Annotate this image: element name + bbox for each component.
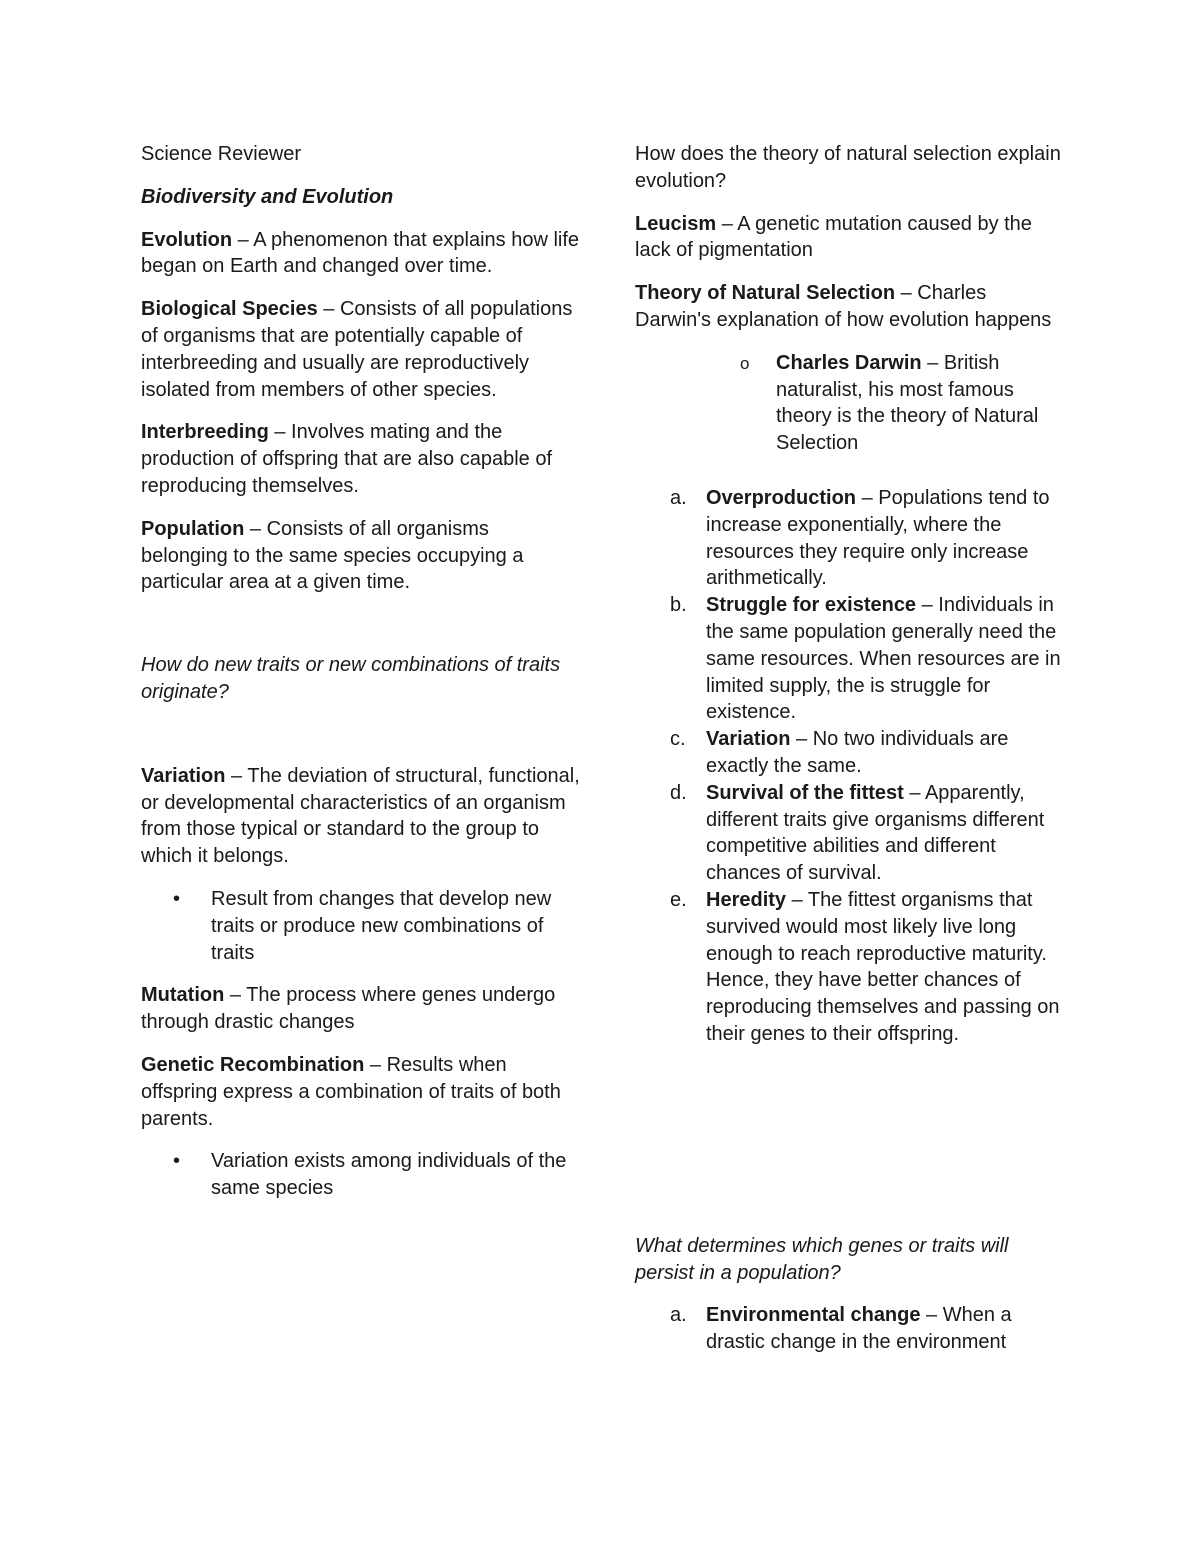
definition-text: – Apparently, different traits give organisms different competitive abilities and different chances of survival.: [706, 781, 1045, 885]
definition-text: – Results when offspring express a combination of traits of both parents.: [141, 1053, 561, 1130]
term: Theory of Natural Selection: [635, 282, 896, 305]
definition-leucism: [635, 211, 1065, 265]
definition-text: – The deviation of structural, functional, or developmental characteristics of an organism from those typical or standard to the group to which it belongs.: [141, 764, 580, 868]
list-item: [635, 780, 1065, 887]
term: Genetic Recombination: [141, 1053, 365, 1076]
question-natural-selection: How does the theory of natural selection explain evolution?: [635, 143, 1061, 192]
term: Biological Species: [141, 298, 318, 321]
list-item-text: Variation exists among individuals of the same species: [211, 1150, 567, 1200]
term: Struggle for existence: [706, 594, 917, 617]
list-item: [635, 350, 1065, 457]
list-letter: e.: [670, 888, 687, 911]
list-letter: d.: [670, 781, 687, 804]
list-item: [635, 592, 1065, 726]
term: Heredity: [706, 888, 787, 911]
question-traits: How do new traits or new combinations of traits originate?: [141, 654, 561, 703]
term: Evolution: [141, 228, 233, 251]
section-heading: Biodiversity and Evolution: [141, 185, 394, 208]
term: Mutation: [141, 984, 225, 1007]
term: Leucism: [635, 212, 717, 235]
definition-evolution: [141, 227, 581, 281]
bullet-icon: •: [173, 1150, 181, 1173]
definition-text: – Involves mating and the production of offspring that are also capable of reproducing themselves.: [141, 421, 553, 497]
right-column: [635, 141, 1065, 1356]
term: Survival of the fittest: [706, 781, 904, 804]
list-item: [635, 485, 1065, 592]
bullet-list: [141, 886, 581, 966]
definition-text: – Populations tend to increase exponentially, where the resources they require only increase arithmetically.: [706, 486, 1050, 590]
definition-text: – A phenomenon that explains how life began on Earth and changed over time.: [141, 228, 580, 278]
persistence-list: [635, 1302, 1065, 1356]
left-column: [141, 141, 581, 1202]
list-letter: c.: [670, 728, 686, 751]
natural-selection-list: [635, 485, 1065, 1048]
definition-text: – The process where genes undergo through drastic changes: [141, 984, 556, 1034]
definition-text: – Consists of all organisms belonging to the same species occupying a particular area at a given time.: [141, 517, 524, 594]
term: Variation: [706, 728, 791, 751]
definition-text: – No two individuals are exactly the same.: [706, 728, 1009, 777]
bullet-icon: •: [173, 887, 181, 910]
circle-bullet-icon: o: [740, 353, 750, 373]
list-letter: a.: [670, 1304, 687, 1327]
term: Overproduction: [706, 486, 857, 509]
list-item-text: Result from changes that develop new traits or produce new combinations of traits: [211, 887, 552, 964]
document-title: Science Reviewer: [141, 143, 302, 165]
sub-bullet-list: [635, 350, 1065, 457]
definition-interbreeding: [141, 419, 581, 499]
list-item: [635, 1302, 1065, 1356]
definition-text: – The fittest organisms that survived would most likely live long enough to reach reproductive maturity. Hence, they have better chances of reproducing themselves and passing on their genes to their offspring.: [706, 888, 1060, 1045]
definition-variation: [141, 763, 581, 870]
list-item: [635, 726, 1065, 780]
definition-population: [141, 516, 581, 596]
definition-text: – Individuals in the same population generally need the same resources. When resources are in limited supply, the is struggle for existence.: [706, 594, 1061, 724]
definition-text: – A genetic mutation caused by the lack of pigmentation: [635, 212, 1032, 262]
bullet-list: [141, 1148, 581, 1202]
definition-text: – British naturalist, his most famous theory is the theory of Natural Selection: [776, 351, 1039, 455]
term: Environmental change: [706, 1304, 921, 1327]
term: Charles Darwin: [776, 351, 922, 374]
list-letter: b.: [670, 594, 687, 617]
definition-text: – Consists of all populations of organisms that are potentially capable of interbreeding and usually are reproductively isolated from members of other species.: [141, 298, 573, 401]
definition-biological-species: [141, 296, 581, 403]
list-letter: a.: [670, 486, 687, 509]
term: Population: [141, 517, 245, 540]
term: Interbreeding: [141, 421, 269, 444]
term: Variation: [141, 764, 226, 787]
definition-genetic-recombination: [141, 1052, 581, 1132]
list-item: [141, 1148, 581, 1202]
definition-mutation: [141, 982, 581, 1036]
question-persist: What determines which genes or traits will persist in a population?: [635, 1234, 1009, 1284]
definition-text: – When a drastic change in the environment: [706, 1304, 1012, 1354]
definition-text: – Charles Darwin's explanation of how evolution happens: [635, 282, 1052, 331]
list-item: [141, 886, 581, 966]
list-item: [635, 887, 1065, 1048]
definition-theory-natural-selection: [635, 280, 1065, 334]
